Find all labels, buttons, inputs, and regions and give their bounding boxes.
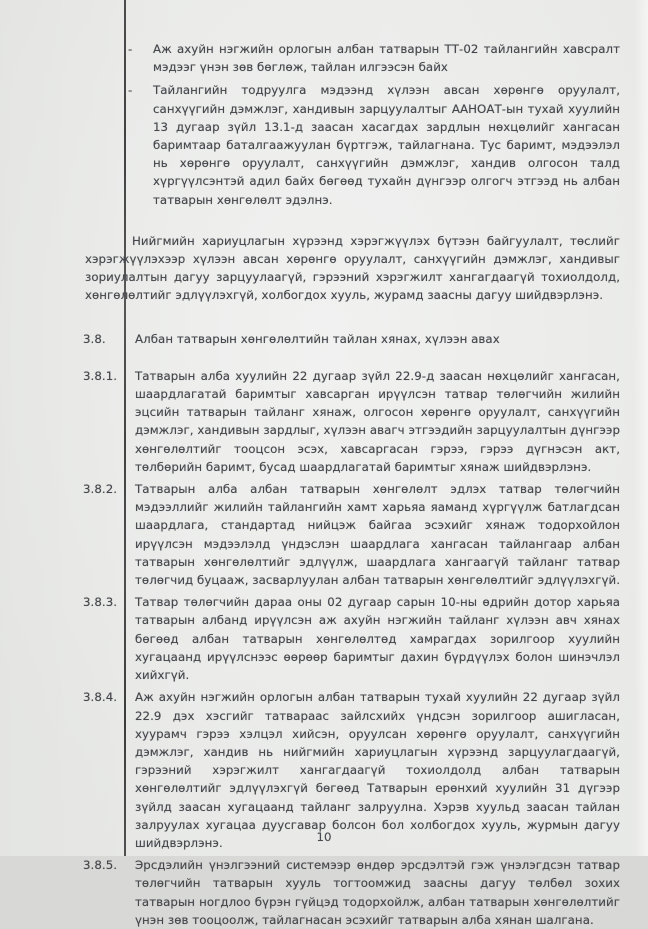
section-3-8-3 [83,593,620,684]
section-number: 3.8.1. [83,368,118,383]
bullet-dash: - [128,83,133,98]
bullet-item [128,81,620,208]
section-text: Татварын алба албан татварын хөнгөлөлт эдлэх татвар төлөгчийн мэдээллийг жилийн тайлангийн хамт харьяа яаманд хүргүүлж батлагдсан шаардлага, стандартад нийцэж байгаа эсэхийг хянаж тодорхойлон ирүүлсэн мэдээлэлд үндэслэн шаардлага хангасан тайлангаар албан татварын хөнгөлөлтийг эдлүүлж, шаардлага хангаагүй тайланг татвар төлөгчид буцааж, засварлуулан албан татварын хөнгөлөлтийг эдлүүлэхгүй. [135,482,621,588]
bullet-text: Тайлангийн тодруулга мэдээнд хүлээн авсан хөрөнгө оруулалт, санхүүгийн дэмжлэг, хандивын зарцуулалтыг ААНОАТ-ын тухай хуулийн 13 дугаар зүйл 13.1-д заасан хасагдах зардлын нөхцөлийг хангасан баримтаар баталгаажуулан бүртгэж, тайлагнана. Тус баримт, мэдээлэл нь хөрөнгө оруулалт, санхүүгийн дэмжлэг, хандив олгосон талд хүргүүлсэнтэй адил байх бөгөөд тухайн дүнгээр олгогч этгээд нь албан татварын хөнгөлөлт эдэлнэ. [153,83,620,207]
bullet-dash: - [128,42,133,56]
section-3-8-5 [83,856,620,929]
section-heading-text: Албан татварын хөнгөлөлтийн тайлан хянах, хүлээн авах [135,331,500,346]
section-3-8-1 [83,367,620,476]
section-text: Татварын алба хуулийн 22 дугаар зүйл 22.9-д заасан нөхцөлийг хангасан, шаардлагатай баримтыг хавсарган ирүүлсэн татвар төлөгчийн жилийн эцсийн татварын тайланг хянаж, олгосон хөрөнгө оруулалт, санхүүгийн дэмжлэг, хандивын зардлыг, хүлээн авагч этгээдийн зарцуулалтын дүнгээр хөнгөлөлтийг тооцсон эсэх, хавсаргасан гэрээ, гэрээ дүгнэсэн акт, төлбөрийн баримт, бусад шаардлагатай баримтыг хянаж шийдвэрлэнэ. [135,368,620,474]
section-text: Эрсдэлийн үнэлгээний системээр өндөр эрсдэлтэй гэж үнэлэгдсэн татвар төлөгчийн татварын хууль тогтоомжид заасны дагуу төлбөл зохих татварын ногдлоо бүрэн гүйцэд тодорхойлж, албан татварын хөнгөлөлтийг үнэн зөв тооцоолж, тайлагнасан эсэхийг татварын алба хянан шалгана. [135,858,620,927]
section-number: 3.8.5. [83,858,118,873]
bullet-text: Аж ахуйн нэгжийн орлогын албан татварын ТТ-02 тайлангийн хавсралт мэдээг үнэн зөв бөглөж, тайлан илгээсэн байх [153,42,620,75]
section-3-8-heading [83,330,620,348]
section-number: 3.8.4. [83,690,118,705]
page-number: 10 [316,830,332,844]
section-3-8-2 [83,480,620,589]
section-text: Аж ахуйн нэгжийн орлогын албан татварын тухай хуулийн 22 дугаар зүйл 22.9 дэх хэсгийг татвараас зайлсхийх үндсэн зорилгоор ашигласан, хуурамч гэрээ хэлцэл хийсэн, оруулсан хөрөнгө оруулалт, санхүүгийн дэмжлэг, хандив нь нийгмийн хариуцлагын хүрээнд зарцуулагдаагүй, гэрээний хэрэгжилт хангагдаагүй тохиолдолд албан татварын хөнгөлөлтийг эдлүүлэхгүй бөгөөд Татварын ерөнхий хуулийн 31 дүгээр зүйлд заасан хугацаанд тайланг залруулна. Хэрэв хуульд заасан тайлан залруулах хугацаа дуусгавар болсон бол холбогдох хууль, журмын дагуу шийдвэрлэнэ. [135,690,620,850]
bullet-list [128,40,620,209]
section-number: 3.8. [83,331,106,346]
section-number: 3.8.3. [83,595,118,610]
section-number: 3.8.2. [83,482,118,497]
section-text: Татвар төлөгчийн дараа оны 02 дугаар сарын 10-ны өдрийн дотор харьяа татварын албанд ирүүлсэн аж ахуйн нэгжийн тайланг хүлээн авч хянах бөгөөд албан татварын хөнгөлөлтөд хамрагдах зорилгоор хуулийн хугацаанд ирүүлснээс өөрөөр баримтыг дахин бүрдүүлэх болон шинэчлэл хийхгүй. [135,595,620,683]
bullet-item [128,40,620,76]
intro-paragraph: Нийгмийн хариуцлагын хүрээнд хэрэгжүүлэх бүтээн байгуулалт, төслийг хэрэгжүүлэхээр хүлээн авсан хөрөнгө оруулалт, санхүүгийн дэмжлэг, хандивыг зориулалтын дагуу зарцуулаагүй, гэрээний хэрэгжилт хангагдаагүй тохиолдолд, хөнгөлөлтийг эдлүүлэхгүй, холбогдох хууль, журамд заасны дагуу шийдвэрлэнэ. [85,233,620,303]
